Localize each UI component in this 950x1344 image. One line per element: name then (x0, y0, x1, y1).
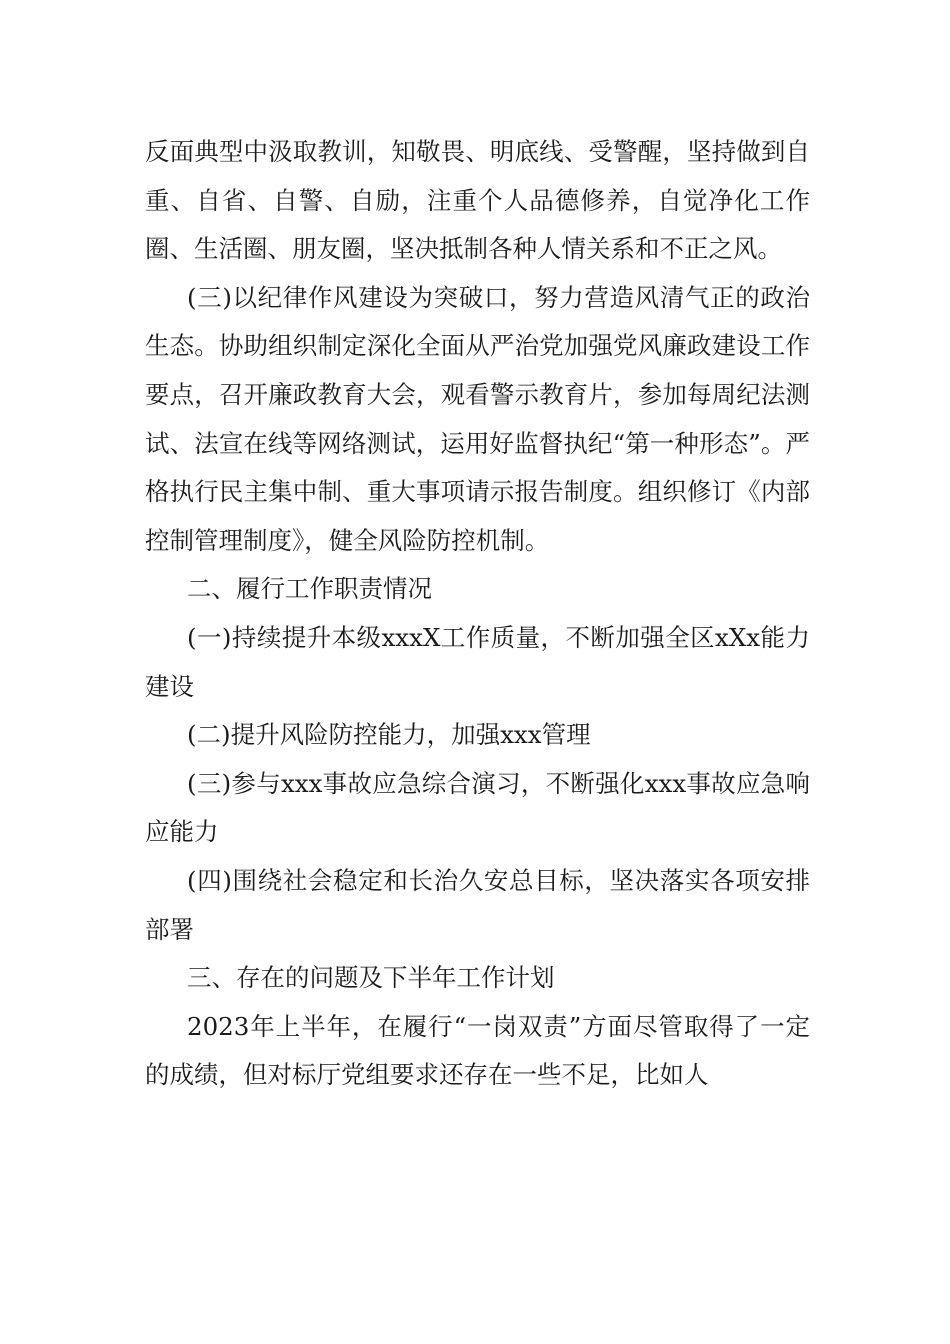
list-item-1: (一)持续提升本级xxxX工作质量，不断加强全区xXx能力建设 (145, 622, 810, 701)
paragraph-summary: 2023年上半年，在履行“一岗双责”方面尽管取得了一定的成绩，但对标厅党组要求还存在一些不足，比如人 (145, 1011, 810, 1090)
list-item-2: (二)提升风险防控能力，加强xxx管理 (187, 720, 591, 750)
paragraph-discipline-style: (三)以纪律作风建设为突破口，努力营造风清气正的政治生态。协助组织制定深化全面从严治党加强党风廉政建设工作要点，召开廉政教育大会，观看警示教育片，参加每周纪法测试、法宣在线等网络测试，运用好监督执纪“第一种形态”。严格执行民主集中制、重大事项请示报告制度。组织修订《内部控制管理制度》，健全风险防控机制。 (145, 282, 810, 555)
list-item-4: (四)围绕社会稳定和长治久安总目标，坚决落实各项安排部署 (145, 865, 810, 944)
paragraph-continuation: 反面典型中汲取教训，知敬畏、明底线、受警醒，坚持做到自重、自省、自警、自励，注重个人品德修养，自觉净化工作圈、生活圈、朋友圈，坚决抵制各种人情关系和不正之风。 (145, 137, 810, 264)
document-body (145, 128, 810, 1100)
section-heading-duties: 二、履行工作职责情况 (187, 574, 432, 604)
section-heading-problems: 三、存在的问题及下半年工作计划 (187, 963, 555, 993)
list-item-3: (三)参与xxx事故应急综合演习，不断强化xxx事故应急响应能力 (145, 768, 810, 847)
